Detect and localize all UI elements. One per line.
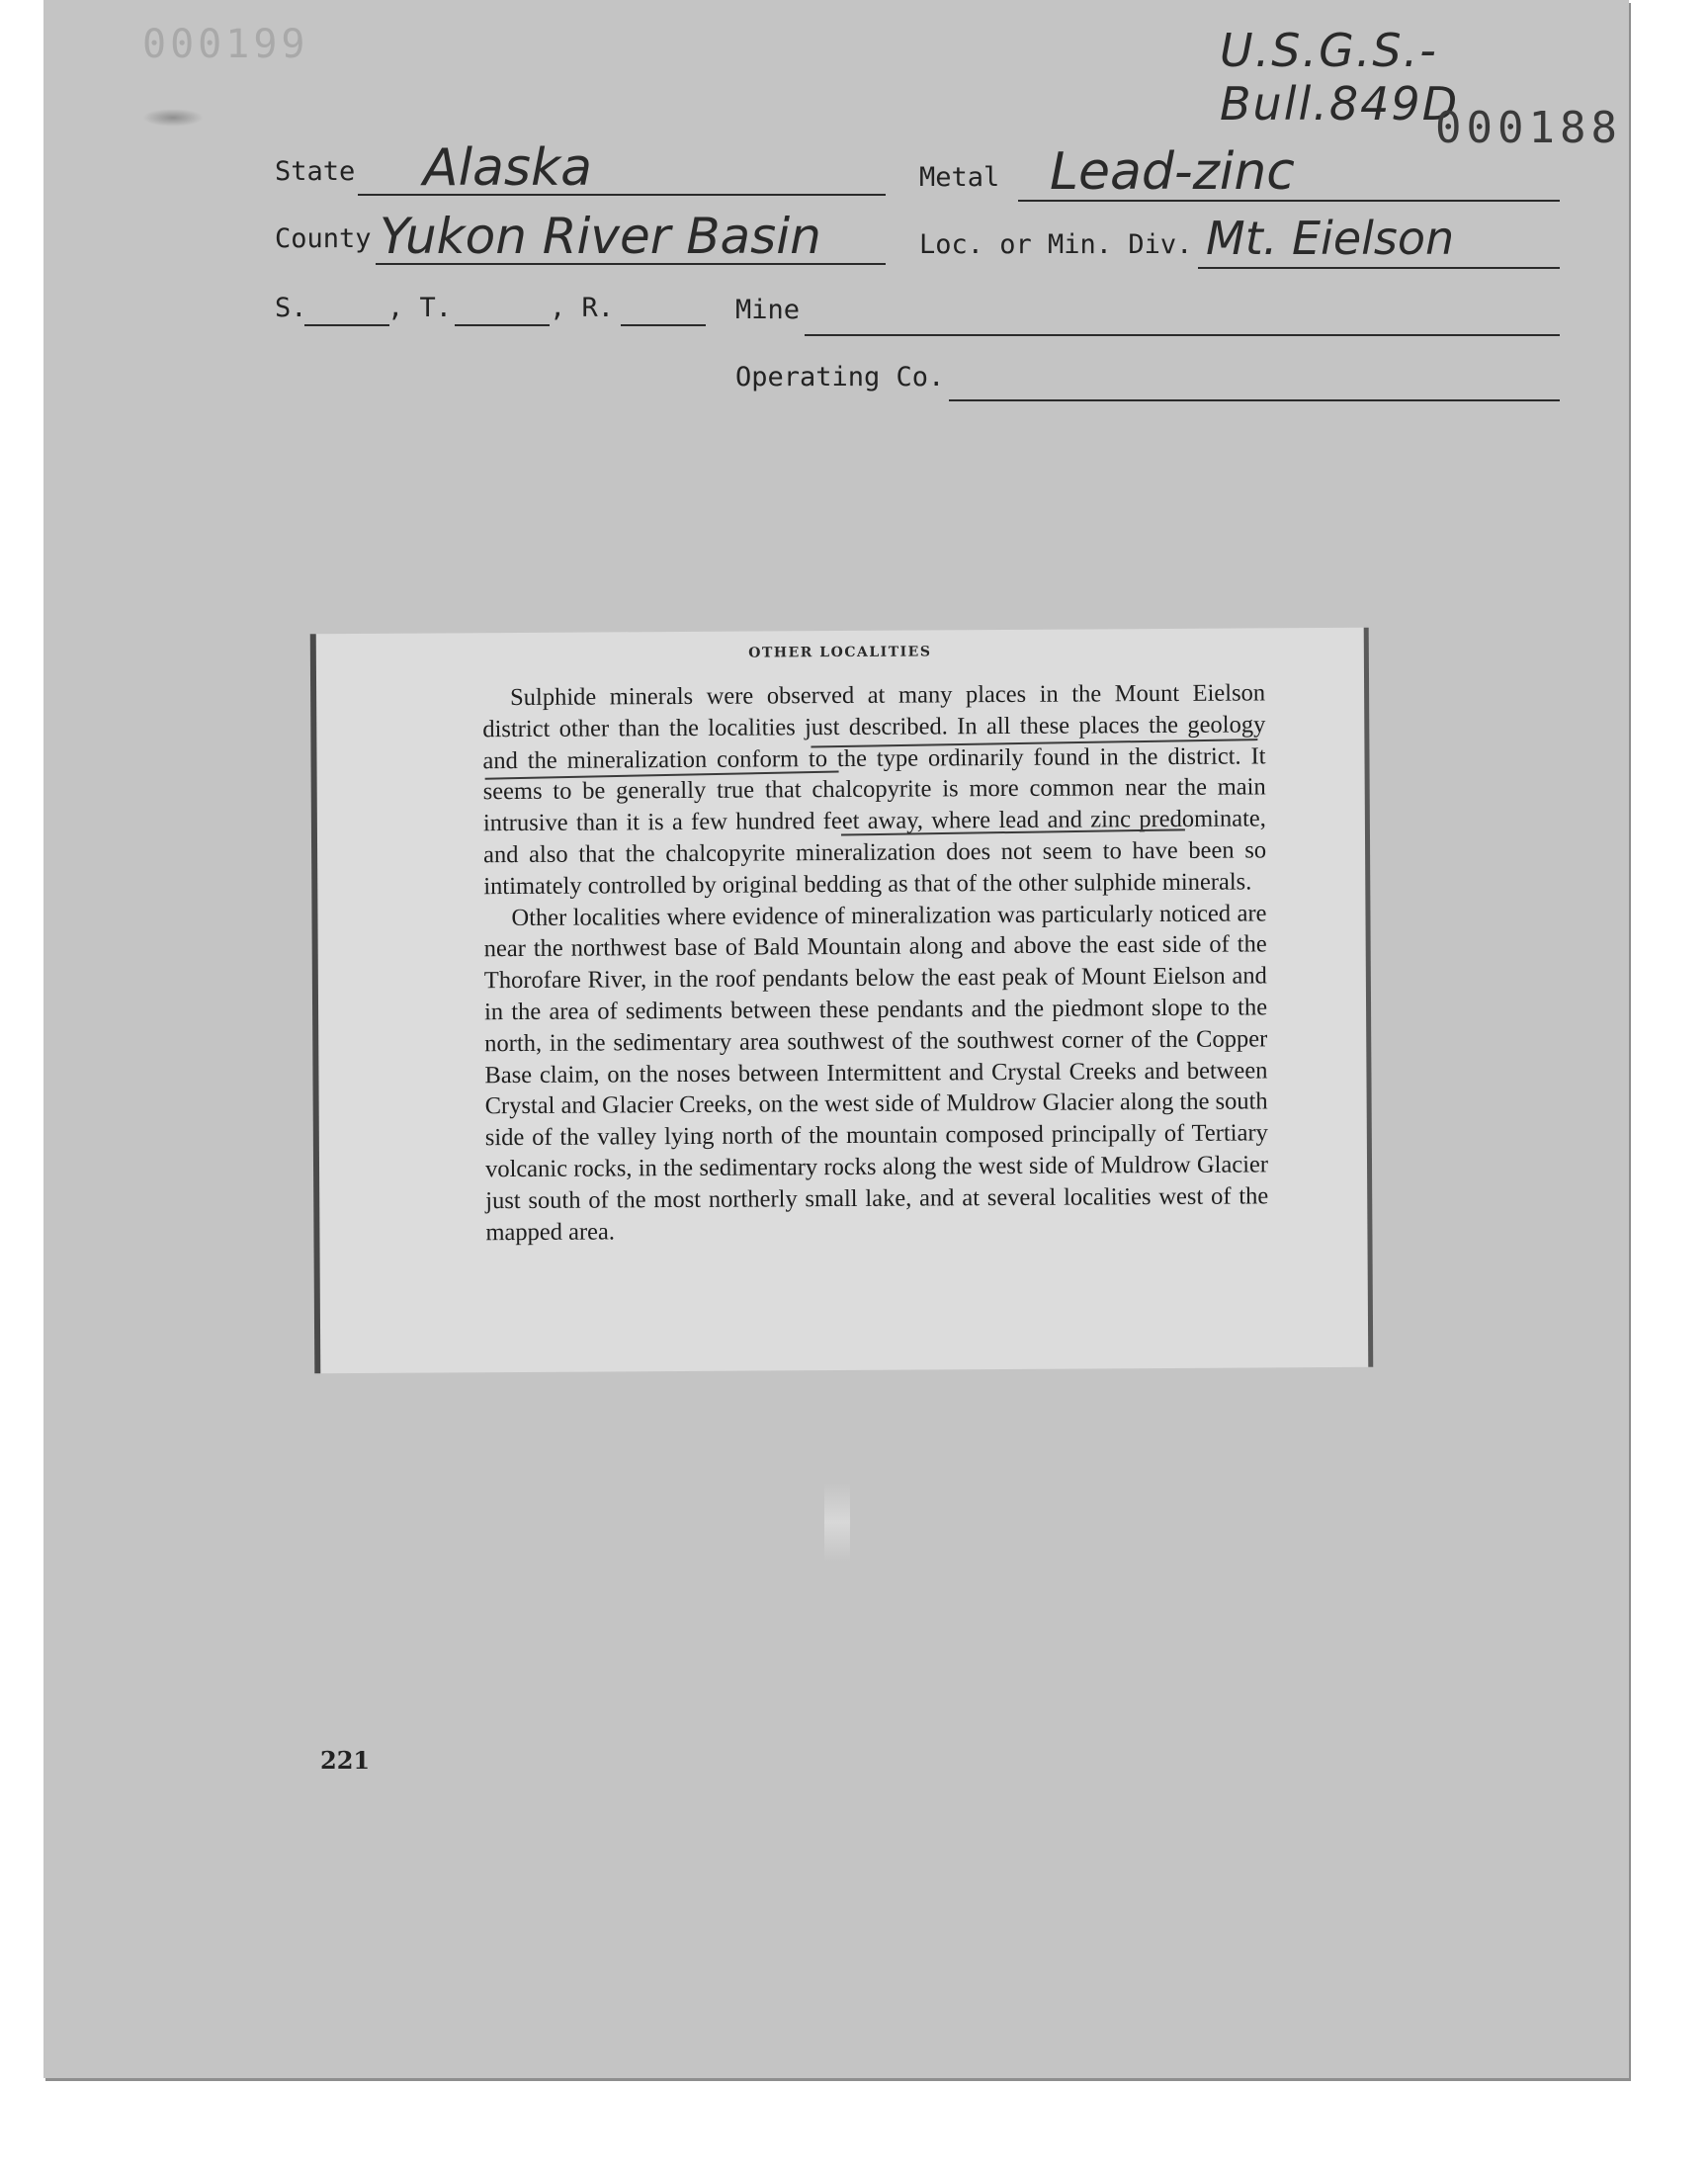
metal-value: Lead-zinc (1050, 142, 1295, 202)
range-line (621, 324, 706, 326)
county-value: Yukon River Basin (380, 208, 821, 265)
paper-tear-mark (824, 1483, 850, 1562)
county-label: County (275, 223, 372, 254)
bulletin-reference: U.S.G.S.-Bull.849D (1220, 24, 1460, 130)
page-number: 221 (320, 1746, 371, 1775)
mine-label: Mine (735, 295, 801, 325)
clipping-paragraph-2: Other localities where evidence of mineralization was particularly noticed are near the northwest base of Bald Mountain along and above the east side of the Thorofare River, in the roof pendants below the east peak of Mount Eielson and in the area of sediments between these pendants and the piedmont slope to the north, in the sedimentary area southwest of the southwest corner of the Copper Base claim, on the noses between Intermittent and Crystal Creeks and between Crystal and Glacier Creeks, on the west side of Muldrow Glacier along the south side of the valley lying north of the mountain composed principally of Tertiary volcanic rocks, in the sedimentary rocks along the west side of Muldrow Glacier just south of the most northerly small lake, and at several localities west of the mapped area. (483, 899, 1269, 1246)
state-value: Alaska (423, 138, 592, 198)
clipping-heading: OTHER LOCALITIES (748, 644, 932, 661)
loc-line (1198, 267, 1560, 269)
clipping-paragraph-1: Sulphide minerals were observed at many places in the Mount Eielson district other than the localities just described. In all these places the geology and the mineralization conform to the type ordinarily found in the district. It seems to be generally true that chalcopyrite is more common near the main intrusive than it is a few hundred feet away, where lead and zinc predominate, and also that the chalcopyrite mineralization does not seem to have been so intimately controlled by original bedding as that of the other sulphide minerals. (482, 679, 1267, 900)
ink-smudge (142, 109, 204, 127)
operating-co-label: Operating Co. (735, 362, 945, 392)
section-line (304, 324, 389, 326)
metal-label: Metal (919, 162, 1000, 193)
operating-co-line (949, 399, 1560, 401)
mine-line (805, 334, 1560, 336)
clipping-body (482, 677, 1268, 1248)
loc-label: Loc. or Min. Div. (919, 229, 1193, 260)
loc-value: Mt. Eielson (1206, 212, 1455, 265)
range-label: , R. (550, 293, 615, 323)
scanned-sheet (43, 0, 1629, 2078)
state-label: State (275, 156, 356, 187)
township-line (455, 324, 550, 326)
article-clipping (310, 628, 1374, 1374)
ghost-document-number: 000199 (142, 22, 309, 67)
section-label: S. (275, 293, 307, 323)
document-number: 000188 (1435, 103, 1622, 153)
township-label: , T. (387, 293, 453, 323)
